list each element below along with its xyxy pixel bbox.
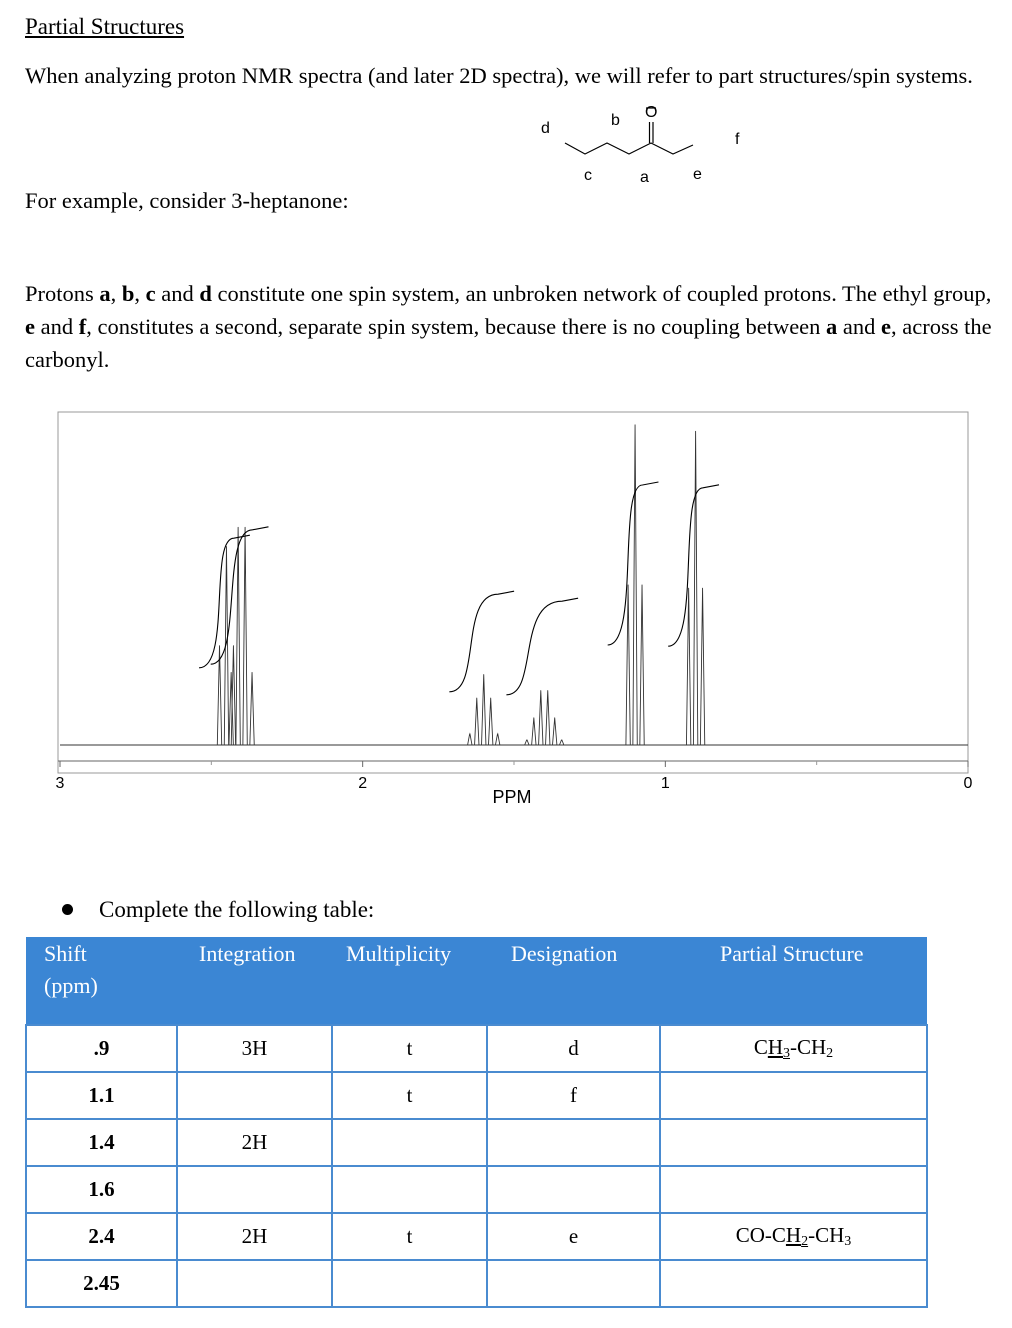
- text-run: ,: [134, 281, 146, 306]
- peak-line: [495, 733, 499, 745]
- label-e: e: [693, 166, 702, 183]
- peak-line: [236, 527, 240, 745]
- label-f: f: [735, 131, 740, 148]
- label-d: d: [541, 120, 550, 137]
- text-run: and: [155, 281, 200, 306]
- peak-line: [700, 588, 704, 745]
- cell-designation[interactable]: [487, 1260, 660, 1307]
- integral-curve: [668, 485, 719, 646]
- peak-line: [553, 718, 557, 745]
- header-shift-unit: (ppm): [44, 973, 98, 998]
- cell-integration[interactable]: [177, 1260, 332, 1307]
- cell-integration[interactable]: [177, 1166, 332, 1213]
- table-row: [26, 1213, 927, 1260]
- ps-part: -CH: [808, 1223, 845, 1247]
- peak-line: [488, 698, 492, 745]
- cell-multiplicity[interactable]: [332, 1260, 487, 1307]
- bullet-dot: [62, 904, 73, 915]
- table-row: [26, 1260, 927, 1307]
- cell-designation[interactable]: f: [487, 1072, 660, 1119]
- spin-system-paragraph: [25, 277, 1000, 376]
- text-run: constitute one spin system, an unbroken network of coupled protons. The ethyl group,: [211, 281, 992, 306]
- ps-sub: 3: [844, 1234, 852, 1249]
- ps-part: -CH: [790, 1035, 827, 1059]
- ps-sub: 3: [783, 1046, 790, 1061]
- plot-frame: [58, 412, 968, 773]
- text-run: , across the carbonyl.: [25, 314, 992, 372]
- header-designation: Designation: [487, 937, 660, 1025]
- cell-partial-structure[interactable]: [660, 1213, 927, 1260]
- cell-designation[interactable]: [487, 1166, 660, 1213]
- peak-line: [224, 547, 228, 745]
- nmr-spectrum: [0, 395, 1012, 825]
- label-c: c: [584, 167, 592, 184]
- example-paragraph: For example, consider 3-heptanone:: [25, 188, 349, 213]
- cell-partial-structure[interactable]: [660, 1119, 927, 1166]
- cell-multiplicity[interactable]: [332, 1119, 487, 1166]
- ps-part: C: [753, 1035, 768, 1059]
- bullet-text: Complete the following table:: [99, 897, 375, 922]
- table-row: [26, 1072, 927, 1119]
- cell-shift: 1.4: [26, 1119, 177, 1166]
- header-shift-label: Shift: [44, 941, 87, 966]
- header-shift: [26, 937, 177, 1025]
- peak-line: [250, 672, 254, 745]
- header-partial-structure: Partial Structure: [660, 937, 927, 1025]
- peak-line: [482, 675, 486, 745]
- cell-partial-structure[interactable]: [660, 1072, 927, 1119]
- integral-curve: [506, 598, 578, 695]
- ps-part-underlined: H: [785, 1223, 802, 1247]
- cell-integration[interactable]: [177, 1072, 332, 1119]
- header-integration: Integration: [177, 937, 332, 1025]
- ps-part-underlined: H: [767, 1035, 783, 1059]
- peak-line: [475, 698, 479, 745]
- cell-partial-structure[interactable]: [660, 1260, 927, 1307]
- table-row: [26, 1166, 927, 1213]
- cell-shift: 2.45: [26, 1260, 177, 1307]
- tick-label: 2: [358, 775, 368, 792]
- heptanone-structure: [525, 100, 755, 200]
- x-axis-label: PPM: [492, 787, 532, 807]
- label-o: O: [645, 104, 658, 121]
- cell-integration[interactable]: 2H: [177, 1213, 332, 1260]
- tick-label: 1: [660, 775, 670, 792]
- cell-designation[interactable]: d: [487, 1025, 660, 1072]
- peak-line: [559, 740, 563, 745]
- header-multiplicity: Multiplicity: [332, 937, 487, 1025]
- ps-sub: 2: [826, 1046, 834, 1061]
- peak-line: [626, 585, 630, 745]
- intro-paragraph: When analyzing proton NMR spectra (and later 2D spectra), we will refer to part structures/spin systems.: [25, 63, 973, 88]
- cell-shift: 1.1: [26, 1072, 177, 1119]
- cell-shift: 1.6: [26, 1166, 177, 1213]
- bold-f: f: [78, 314, 87, 339]
- peak-line: [468, 733, 472, 745]
- peak-line: [525, 740, 529, 745]
- ps-sub: 2: [801, 1234, 809, 1249]
- cell-designation[interactable]: [487, 1119, 660, 1166]
- peaks: [60, 425, 968, 745]
- peak-line: [693, 431, 697, 745]
- cell-multiplicity[interactable]: t: [332, 1025, 487, 1072]
- label-a: a: [640, 169, 649, 186]
- cell-partial-structure[interactable]: [660, 1025, 927, 1072]
- cell-shift: .9: [26, 1025, 177, 1072]
- tick-label: 3: [55, 775, 65, 792]
- carbon-chain: [565, 143, 693, 154]
- page-heading: Partial Structures: [25, 14, 185, 39]
- peak-line: [539, 691, 543, 745]
- integral-curve: [608, 482, 659, 645]
- ps-part: CO-C: [735, 1223, 786, 1247]
- text-run: and: [837, 314, 882, 339]
- cell-integration[interactable]: 2H: [177, 1119, 332, 1166]
- bold-d: d: [199, 281, 212, 306]
- text-run: Protons: [25, 281, 100, 306]
- bullet-item: [62, 897, 374, 923]
- bold-b: b: [121, 281, 135, 306]
- peak-line: [532, 718, 536, 745]
- bold-e: e: [25, 314, 35, 339]
- table-header-row: [26, 937, 927, 1025]
- text-run: and: [35, 314, 79, 339]
- bold-a: a: [826, 314, 838, 339]
- peak-line: [243, 527, 247, 745]
- bold-e: e: [881, 314, 892, 339]
- cell-multiplicity[interactable]: t: [332, 1072, 487, 1119]
- assignment-table: [25, 937, 928, 1308]
- bold-a: a: [99, 281, 111, 306]
- table-row: [26, 1025, 927, 1072]
- cell-multiplicity[interactable]: t: [332, 1213, 487, 1260]
- text-run: ,: [110, 281, 122, 306]
- peak-line: [546, 691, 550, 745]
- cell-shift: 2.4: [26, 1213, 177, 1260]
- tick-label: 0: [963, 775, 973, 792]
- cell-integration[interactable]: 3H: [177, 1025, 332, 1072]
- label-b: b: [611, 112, 620, 129]
- cell-multiplicity[interactable]: [332, 1166, 487, 1213]
- peak-line: [640, 585, 644, 745]
- peak-line: [633, 425, 637, 745]
- cell-designation[interactable]: e: [487, 1213, 660, 1260]
- peak-line: [686, 588, 690, 745]
- bold-c: c: [145, 281, 156, 306]
- cell-partial-structure[interactable]: [660, 1166, 927, 1213]
- text-run: , constitutes a second, separate spin system, because there is no coupling between: [86, 314, 827, 339]
- integral-curve: [449, 591, 514, 692]
- table-row: [26, 1119, 927, 1166]
